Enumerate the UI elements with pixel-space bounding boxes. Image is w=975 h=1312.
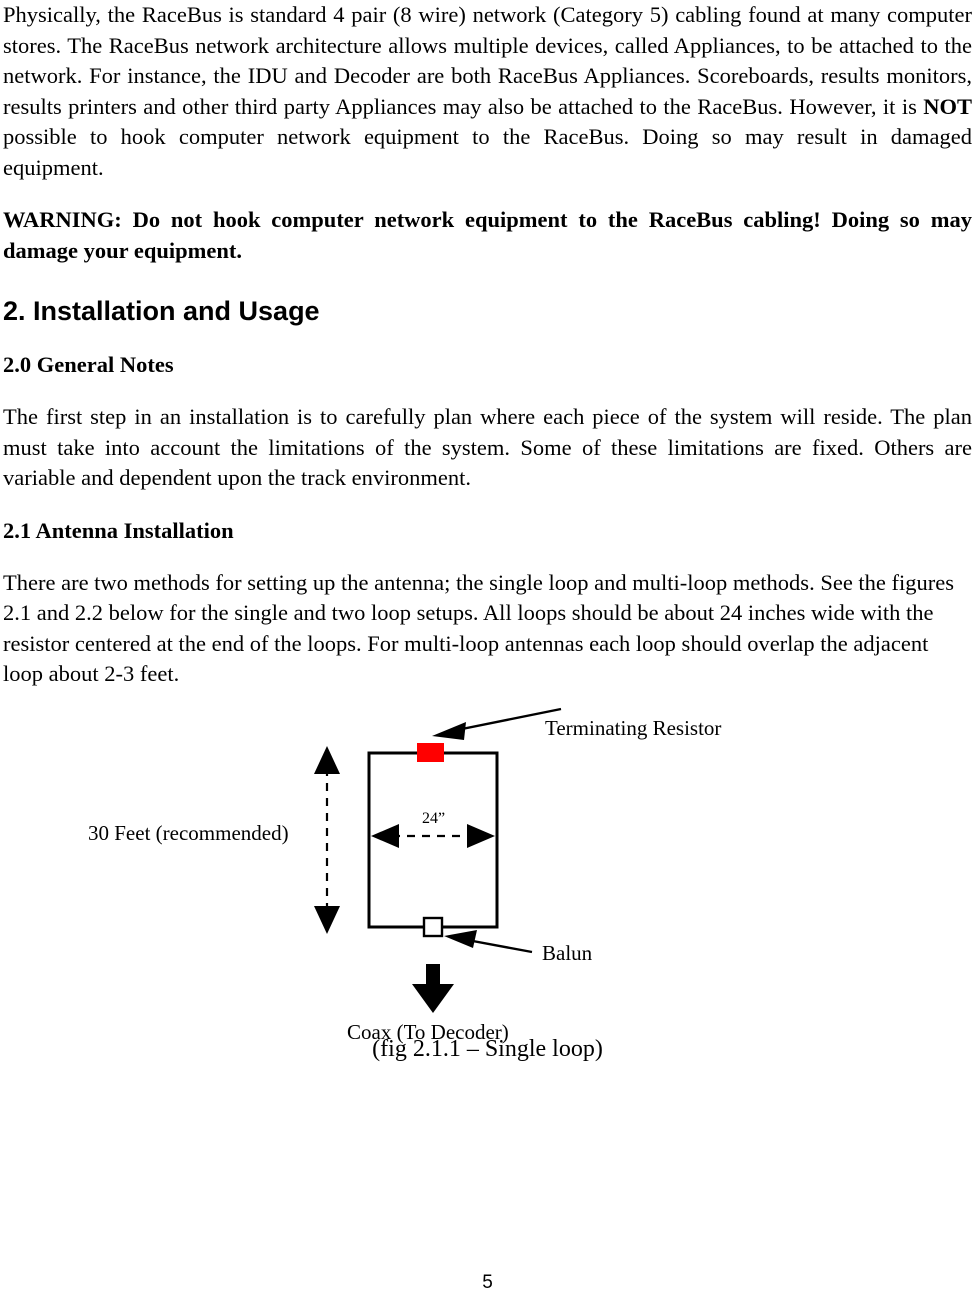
coax-arrow: [412, 964, 454, 1013]
figure-single-loop-antenna: [0, 690, 975, 1090]
heading-2-0-general-notes: 2.0 General Notes: [3, 352, 174, 377]
label-width-dimension: 24”: [422, 809, 446, 827]
heading-section-2: 2. Installation and Usage: [3, 296, 320, 326]
spacer: [3, 266, 972, 294]
spacer: [3, 328, 972, 350]
terminating-resistor-leader: [432, 709, 561, 740]
balun-block: [424, 918, 442, 936]
figure-caption: (fig 2.1.1 – Single loop): [372, 1035, 603, 1062]
heading-2-1-antenna-installation: 2.1 Antenna Installation: [3, 517, 234, 543]
label-height-dimension: 30 Feet (recommended): [88, 820, 289, 845]
spacer: [3, 494, 972, 516]
spacer: [3, 546, 972, 568]
paragraph-antenna-installation: There are two methods for setting up the antenna; the single loop and multi-loop methods. See the figures 2.1 and 2.2 below for the single and two loop setups. All loops should be about 24 inches wide with the resistor centered at the end of the loops. For multi-loop antennas each loop should overlap the adjacent loop about 2-3 feet.: [3, 569, 955, 686]
label-balun: Balun: [542, 940, 593, 965]
spacer: [3, 380, 972, 402]
paragraph-intro-emphasis: NOT: [923, 93, 972, 119]
figure-diagram: [0, 690, 975, 1044]
terminating-resistor-block: [417, 743, 444, 762]
balun-leader: [444, 930, 532, 952]
page-number: 5: [482, 1272, 493, 1293]
paragraph-intro-part1: Physically, the RaceBus is standard 4 pair (8 wire) network (Category 5) cabling found at many computer stores. The RaceBus network architecture allows multiple devices, called Appliances, to be attached to the network. For instance, the IDU and Decoder are both RaceBus Appliances. Scoreboards, results monitors, results printers and other third party Appliances may also be attached to the RaceBus. However, it is: [3, 2, 972, 119]
paragraph-intro-part2: possible to hook computer network equipment to the RaceBus. Doing so may result in damaged equipment.: [3, 124, 972, 180]
label-coax: Coax (To Decoder): [347, 1019, 509, 1044]
warning-notice: WARNING: Do not hook computer network equipment to the RaceBus cabling! Doing so may damage your equipment.: [3, 207, 972, 263]
paragraph-general-notes: The first step in an installation is to carefully plan where each piece of the system will reside. The plan must take into account the limitations of the system. Some of these limitations are fixed. Others are variable and dependent upon the track environment.: [3, 404, 972, 490]
height-dimension-arrow: [314, 746, 340, 934]
paragraph-intro: [3, 0, 972, 183]
width-dimension-arrow: [371, 824, 495, 848]
spacer: [3, 183, 972, 205]
label-terminating-resistor: Terminating Resistor: [545, 715, 722, 740]
